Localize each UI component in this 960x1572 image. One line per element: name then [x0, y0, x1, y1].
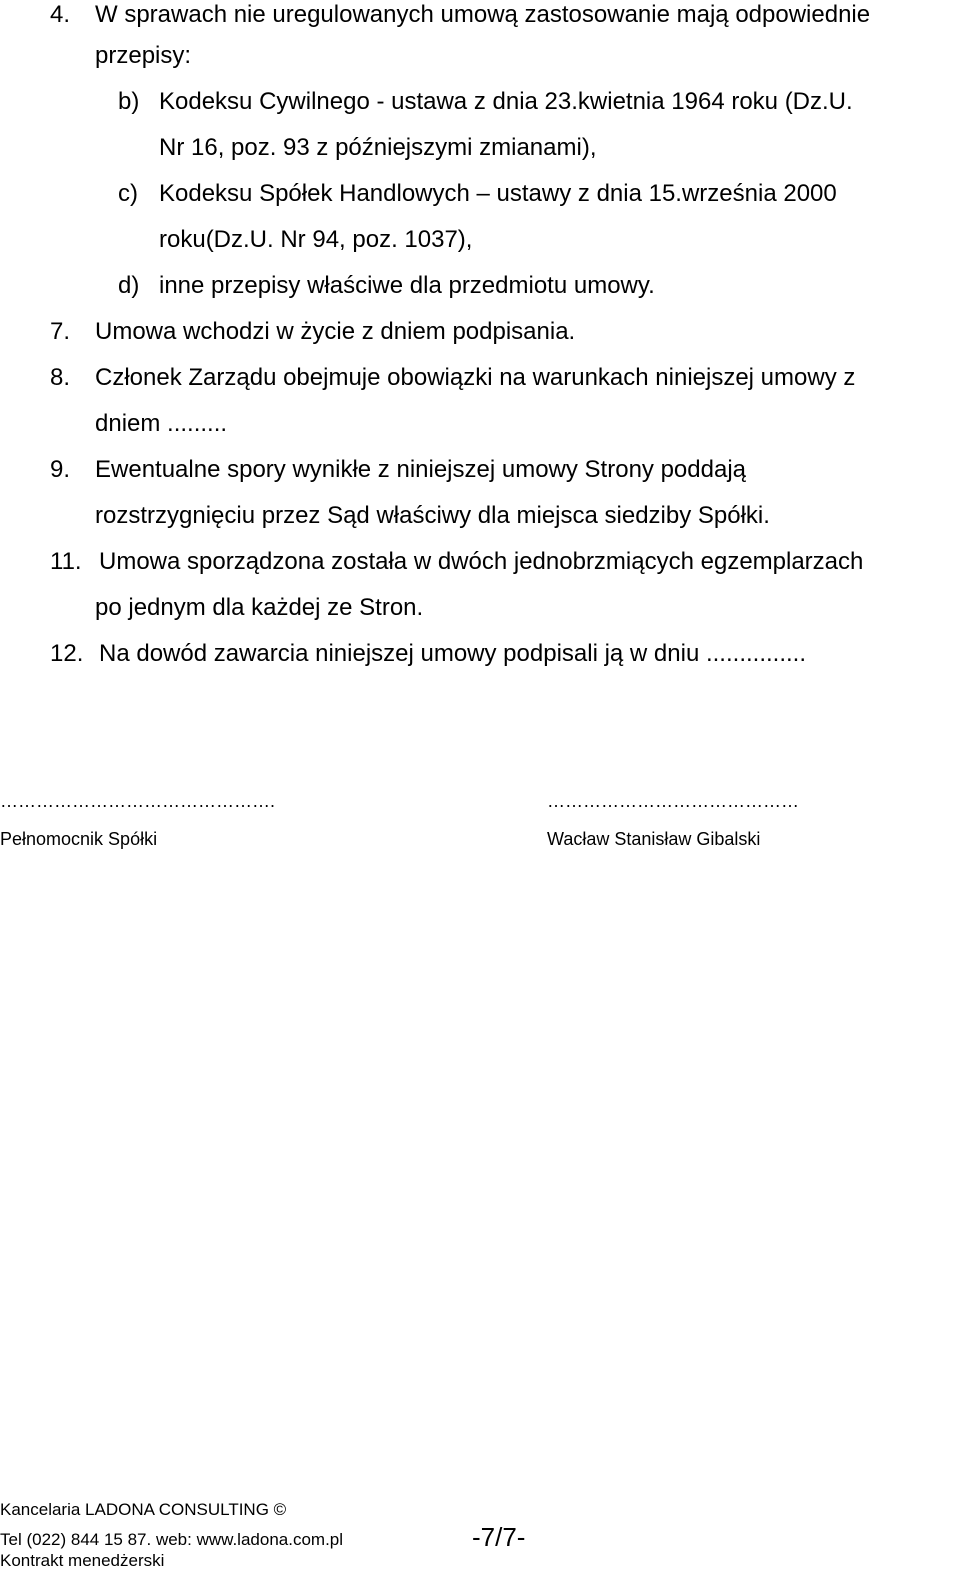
signature-label-right: Wacław Stanisław Gibalski: [547, 829, 761, 849]
item-7-number: 7.: [50, 318, 71, 345]
item-11-line-2: po jednym dla każdej ze Stron.: [95, 594, 424, 621]
item-8-text-1: Członek Zarządu obejmuje obowiązki na warunkach niniejszej umowy z: [95, 364, 856, 391]
signature-line-left: ……………………………………….: [0, 791, 276, 811]
item-8-number: 8.: [50, 364, 71, 391]
page-number: -7/7-: [472, 1522, 526, 1552]
item-11-text-1: Umowa sporządzona została w dwóch jednobrzmiących egzemplarzach: [99, 548, 864, 575]
item-4b-label: b): [118, 88, 140, 115]
item-9-text-1: Ewentualne spory wynikłe z niniejszej umowy Strony poddają: [95, 456, 746, 483]
footer-company: Kancelaria LADONA CONSULTING ©: [0, 1500, 287, 1519]
item-4d-text-1: inne przepisy właściwe dla przedmiotu umowy.: [159, 272, 655, 299]
item-4c-text-1: Kodeksu Spółek Handlowych – ustawy z dnia 15.września 2000: [159, 180, 837, 207]
item-7-text: Umowa wchodzi w życie z dniem podpisania.: [95, 318, 576, 345]
item-12-number: 12.: [50, 640, 84, 667]
item-4b-line-2: Nr 16, poz. 93 z późniejszymi zmianami),: [159, 134, 597, 161]
footer-doc-title: Kontrakt menedżerski: [0, 1551, 165, 1570]
item-11-number: 11.: [50, 548, 82, 575]
item-12-text: Na dowód zawarcia niniejszej umowy podpisali ją w dniu ...............: [99, 640, 806, 667]
item-4-line-2: przepisy:: [95, 42, 192, 69]
item-9-number: 9.: [50, 456, 71, 483]
item-4c-line-2: roku(Dz.U. Nr 94, poz. 1037),: [159, 226, 473, 253]
item-4c-label: c): [118, 180, 138, 207]
signature-label-left: Pełnomocnik Spółki: [0, 829, 158, 849]
footer-contact: Tel (022) 844 15 87. web: www.ladona.com.pl: [0, 1530, 344, 1549]
item-4-text-1: W sprawach nie uregulowanych umową zastosowanie mają odpowiednie: [95, 1, 871, 28]
signature-line-right: ……………………………………: [547, 791, 799, 811]
item-4d-label: d): [118, 272, 140, 299]
item-4-number: 4.: [50, 1, 71, 28]
item-8-line-2: dniem .........: [95, 410, 228, 437]
item-4b-text-1: Kodeksu Cywilnego - ustawa z dnia 23.kwietnia 1964 roku (Dz.U.: [159, 88, 853, 115]
item-9-line-2: rozstrzygnięciu przez Sąd właściwy dla miejsca siedziby Spółki.: [95, 502, 770, 529]
